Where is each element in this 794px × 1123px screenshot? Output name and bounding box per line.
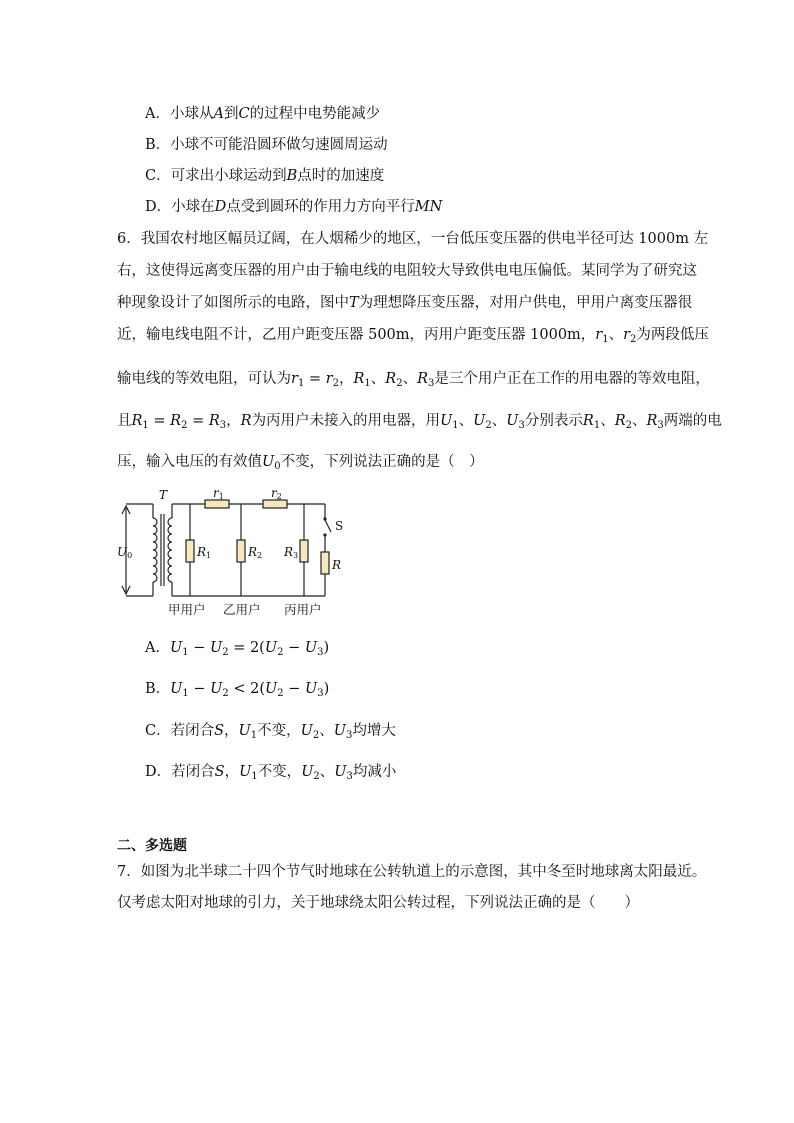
primary-coil <box>153 518 157 582</box>
label-user-3: 丙用户 <box>284 602 322 617</box>
switch-s[interactable] <box>325 520 331 532</box>
switch-contact-top <box>323 517 326 520</box>
label-user-1: 甲用户 <box>168 602 206 617</box>
q7-line-2: 仅考虑太阳对地球的引力，关于地球绕太阳公转过程，下列说法正确的是（ ） <box>117 895 639 911</box>
label-R3: R3 <box>284 545 299 560</box>
secondary-coil <box>168 518 172 582</box>
q6-line-3: 种现象设计了如图所示的电路，图中T为理想降压变压器，对用户供电，甲用户离变压器很 <box>117 295 693 311</box>
label-S: S <box>335 519 344 533</box>
label-T: T <box>159 490 168 502</box>
resistor-R3 <box>300 540 308 562</box>
resistor-R1 <box>186 540 194 562</box>
resistor-r1 <box>205 500 229 508</box>
q6-line-2: 右，这使得远离变压器的用户由于输电线的电阻较大导致供电电压偏低。某同学为了研究这 <box>117 263 697 279</box>
label-U0: U0 <box>117 545 133 560</box>
q6-line-5: 输电线的等效电阻，可认为$r_1 = r_2$，$R_1$、$R_2$、$R_3$是三个用户正在工作的用电器的等效电阻， <box>117 371 710 389</box>
q6-line-1: 6．我国农村地区幅员辽阔，在人烟稀少的地区，一台低压变压器的供电半径可达 1000m 左 <box>117 231 709 247</box>
resistor-R2 <box>237 540 245 562</box>
q6-option-a[interactable]: A．$U_1 - U_2 = 2(U_2 - U_3)$ <box>145 640 330 658</box>
resistor-R <box>321 552 329 574</box>
q7-line-1: 7．如图为北半球二十四个节气时地球在公转轨道上的示意图，其中冬至时地球离太阳最近。 <box>117 864 707 880</box>
q6-option-d[interactable]: D．若闭合S，$U_1$不变，$U_2$、$U_3$均减小 <box>145 764 397 782</box>
switch-contact-bottom <box>323 533 326 536</box>
label-r1: r1 <box>213 490 224 501</box>
q6-option-c[interactable]: C．若闭合S，$U_1$不变，$U_2$、$U_3$均增大 <box>145 723 396 741</box>
q6-line-6: 且$R_1 = R_2 = R_3$，R为丙用户未接入的用电器，用$U_1$、$U_2$、$U_3$分别表示$R_1$、$R_2$、$R_3$两端的电 <box>117 413 722 431</box>
resistor-r2 <box>263 500 287 508</box>
section-heading: 二、多选题 <box>117 838 187 854</box>
q5-option-d[interactable]: D．小球在D点受到圆环的作用力方向平行MN <box>145 199 443 215</box>
circuit-diagram <box>117 490 357 620</box>
label-user-2: 乙用户 <box>223 602 261 617</box>
q6-line-4: 近，输电线电阻不计，乙用户距变压器 500m，丙用户距变压器 1000m，$r_1$、$r_2$为两段低压 <box>117 327 709 345</box>
q5-option-b[interactable]: B．小球不可能沿圆环做匀速圆周运动 <box>145 137 388 153</box>
q5-option-c[interactable]: C．可求出小球运动到B点时的加速度 <box>145 168 385 184</box>
q6-option-b[interactable]: B．$U_1 - U_2 < 2(U_2 - U_3)$ <box>145 681 330 699</box>
label-R1: R1 <box>197 545 212 560</box>
label-R2: R2 <box>248 545 263 560</box>
q5-option-a[interactable]: A．小球从A到C的过程中电势能减少 <box>145 106 381 122</box>
q6-line-7: 压，输入电压的有效值$U_0$不变，下列说法正确的是（ ） <box>117 454 484 472</box>
label-R: R <box>332 558 342 572</box>
label-r2: r2 <box>271 490 282 501</box>
